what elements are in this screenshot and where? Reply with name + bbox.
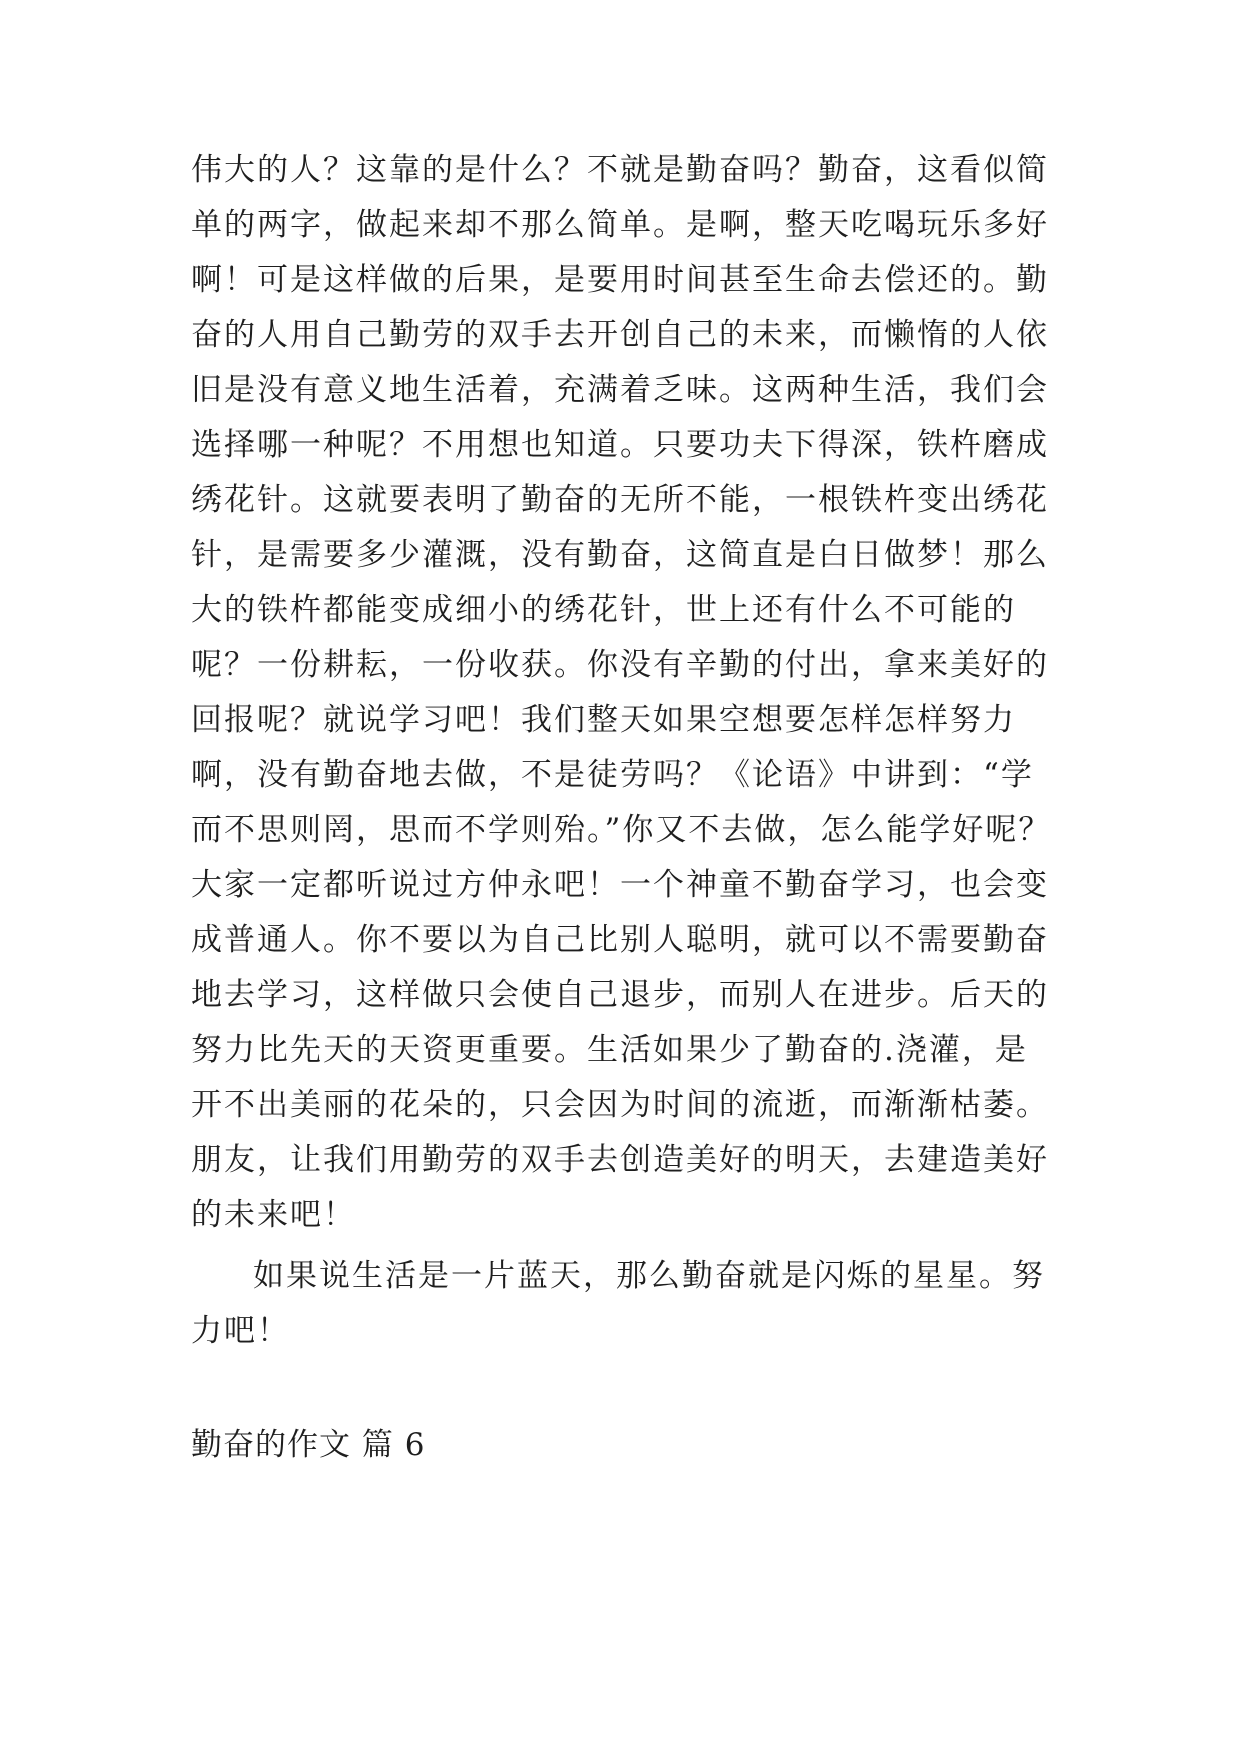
- text-line: 绣花针。这就要表明了勤奋的无所不能，一根铁杵变出绣花: [191, 482, 1049, 518]
- text-line: 回报呢？就说学习吧！我们整天如果空想要怎样怎样努力: [191, 702, 1016, 738]
- text-line: 啊！可是这样做的后果，是要用时间甚至生命去偿还的。勤: [191, 262, 1049, 298]
- text-line: 单的两字，做起来却不那么简单。是啊，整天吃喝玩乐多好: [191, 207, 1049, 243]
- text-line: 针，是需要多少灌溉，没有勤奋，这简直是白日做梦！那么: [191, 537, 1049, 573]
- text-line: 大家一定都听说过方仲永吧！一个神童不勤奋学习，也会变: [191, 867, 1049, 903]
- text-line: 选择哪一种呢？不用想也知道。只要功夫下得深，铁杵磨成: [191, 427, 1049, 463]
- text-line: 成普通人。你不要以为自己比别人聪明，就可以不需要勤奋: [191, 922, 1049, 958]
- text-line: 伟大的人？这靠的是什么？不就是勤奋吗？勤奋，这看似简: [191, 152, 1049, 188]
- text-line: 呢？一份耕耘，一份收获。你没有辛勤的付出，拿来美好的: [191, 647, 1049, 683]
- text-line: 啊，没有勤奋地去做，不是徒劳吗？《论语》中讲到：“学: [191, 757, 1034, 793]
- text-line: 而不思则罔，思而不学则殆。”你又不去做，怎么能学好呢？: [191, 812, 1052, 848]
- text-line: 如果说生活是一片蓝天，那么勤奋就是闪烁的星星。努: [253, 1258, 1045, 1294]
- text-line: 的未来吧！: [191, 1197, 356, 1233]
- text-line: 大的铁杵都能变成细小的绣花针，世上还有什么不可能的: [191, 592, 1016, 628]
- text-line: 努力比先天的天资更重要。生活如果少了勤奋的.浇灌，是: [191, 1032, 1028, 1068]
- text-line: 旧是没有意义地生活着，充满着乏味。这两种生活，我们会: [191, 372, 1049, 408]
- text-line: 朋友，让我们用勤劳的双手去创造美好的明天，去建造美好: [191, 1142, 1049, 1178]
- text-line: 力吧！: [191, 1313, 290, 1349]
- section-heading: 勤奋的作文 篇 6: [191, 1427, 426, 1463]
- text-line: 开不出美丽的花朵的，只会因为时间的流逝，而渐渐枯萎。: [191, 1087, 1049, 1123]
- text-line: 地去学习，这样做只会使自己退步，而别人在进步。后天的: [191, 977, 1049, 1013]
- text-line: 奋的人用自己勤劳的双手去开创自己的未来，而懒惰的人依: [191, 317, 1049, 353]
